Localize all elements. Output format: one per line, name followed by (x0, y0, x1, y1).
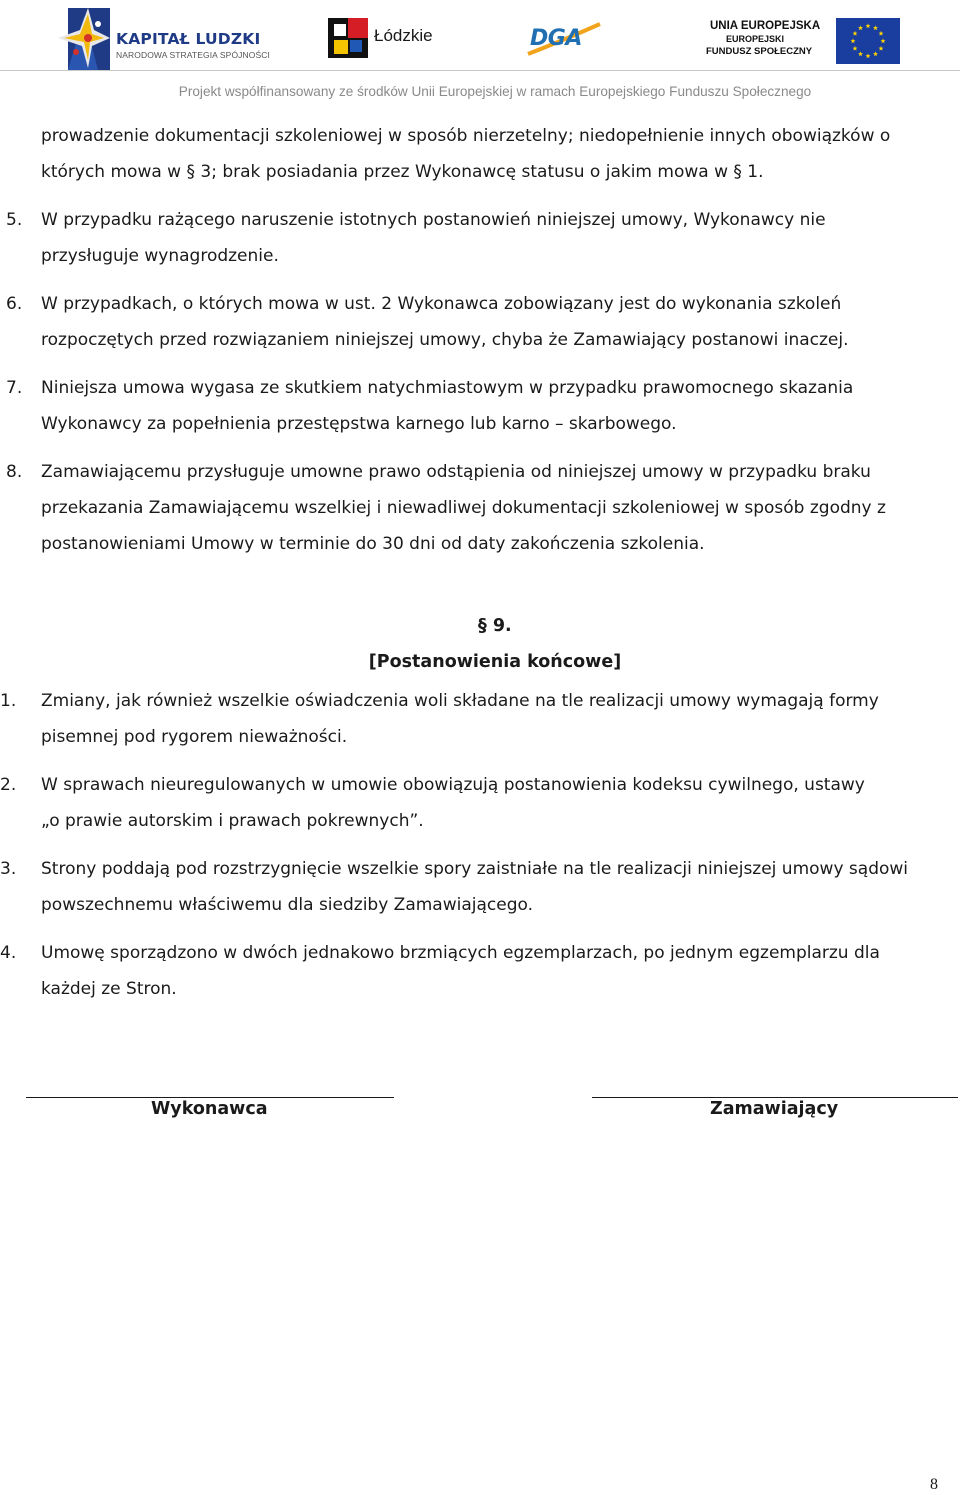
page-number: 8 (930, 1476, 938, 1493)
signature-label-right: Zamawiający (710, 1099, 839, 1119)
text-line: prowadzenie dokumentacji szkoleniowej w sposób nierzetelny; niedopełnienie innych obowiązków o (41, 126, 891, 146)
item-number: 2. (0, 775, 17, 795)
text-line: W sprawach nieuregulowanych w umowie obowiązują postanowienia kodeksu cywilnego, ustawy (41, 775, 865, 795)
page-header (0, 0, 960, 104)
kapital-ludzki-star-icon (58, 8, 110, 70)
section-item-3-text (41, 851, 944, 923)
text-line: Wykonawcy za popełnienia przestępstwa karnego lub karno – skarbowego. (41, 414, 677, 434)
text-line: Zmiany, jak również wszelkie oświadczenia woli składane na tle realizacji umowy wymagają formy (41, 691, 879, 711)
text-line: „o prawie autorskim i prawach pokrewnych”. (41, 811, 424, 831)
eu-line-2: EUROPEJSKI (726, 34, 785, 44)
item-number: 6. (6, 294, 23, 314)
dga-name: DGA (530, 26, 582, 51)
text-line: Zamawiającemu przysługuje umowne prawo odstąpienia od niniejszej umowy w przypadku braku (41, 462, 871, 482)
text-line: każdej ze Stron. (41, 979, 177, 999)
section-item-4-text (41, 935, 944, 1007)
header-rule (0, 70, 960, 71)
section-item-2-text (41, 767, 944, 839)
item-number: 4. (0, 943, 17, 963)
eu-efs-logo (686, 2, 916, 68)
section-mark: § 9. (478, 616, 512, 636)
lodzkie-logo (328, 16, 448, 60)
text-line: W przypadku rażącego naruszenie istotnych postanowień niniejszej umowy, Wykonawcy nie (41, 210, 826, 230)
eu-line-3: FUNDUSZ SPOŁECZNY (706, 46, 813, 57)
item-number: 8. (6, 462, 23, 482)
item-number: 5. (6, 210, 23, 230)
item-5-text (41, 202, 938, 274)
kapital-ludzki-logo (58, 8, 270, 70)
section-item-1-text (41, 683, 944, 755)
text-line: których mowa w § 3; brak posiadania przez Wykonawcę statusu o jakim mowa w § 1. (41, 162, 764, 182)
text-line: pisemnej pod rygorem nieważności. (41, 727, 348, 747)
section-title: [Postanowienia końcowe] (368, 652, 622, 672)
item-7-text (41, 370, 938, 442)
dga-logo (524, 20, 604, 60)
signature-line-left (26, 1097, 394, 1098)
item-8-text (41, 454, 938, 562)
text-line: postanowieniami Umowy w terminie do 30 dni od daty zakończenia szkolenia. (41, 534, 705, 554)
signature-label-left: Wykonawca (151, 1099, 268, 1119)
text-line: rozpoczętych przed rozwiązaniem niniejszej umowy, chyba że Zamawiający postanowi inaczej. (41, 330, 849, 350)
eu-line-1: UNIA EUROPEJSKA (710, 20, 821, 32)
text-line: W przypadkach, o których mowa w ust. 2 Wykonawca zobowiązany jest do wykonania szkoleń (41, 294, 842, 314)
item-6-text (41, 286, 938, 358)
text-line: przysługuje wynagrodzenie. (41, 246, 279, 266)
funding-note: Projekt współfinansowany ze środków Unii Europejskiej w ramach Europejskiego Funduszu Społecznego (178, 84, 812, 99)
item-number: 1. (0, 691, 17, 711)
text-line: przekazania Zamawiającemu wszelkiej i niewadliwej dokumentacji szkoleniowej w sposób zgodny z (41, 498, 886, 518)
item-number: 7. (6, 378, 23, 398)
item-number: 3. (0, 859, 17, 879)
kapital-ludzki-subtitle: NARODOWA STRATEGIA SPÓJNOŚCI (116, 50, 270, 60)
text-line: Niniejsza umowa wygasa ze skutkiem natychmiastowym w przypadku prawomocnego skazania (41, 378, 854, 398)
text-line: Umowę sporządzono w dwóch jednakowo brzmiących egzemplarzach, po jednym egzemplarzu dla (41, 943, 880, 963)
eu-flag-icon (836, 18, 900, 64)
kapital-ludzki-title: KAPITAŁ LUDZKI (116, 30, 261, 48)
continuation-paragraph (41, 118, 938, 190)
lodzkie-name: Łódzkie (374, 26, 433, 45)
text-line: powszechnemu właściwemu dla siedziby Zamawiającego. (41, 895, 534, 915)
text-line: Strony poddają pod rozstrzygnięcie wszelkie spory zaistniałe na tle realizacji niniejszej umowy sądowi (41, 859, 909, 879)
signature-line-right (592, 1097, 958, 1098)
lodzkie-emblem-icon (328, 18, 368, 58)
